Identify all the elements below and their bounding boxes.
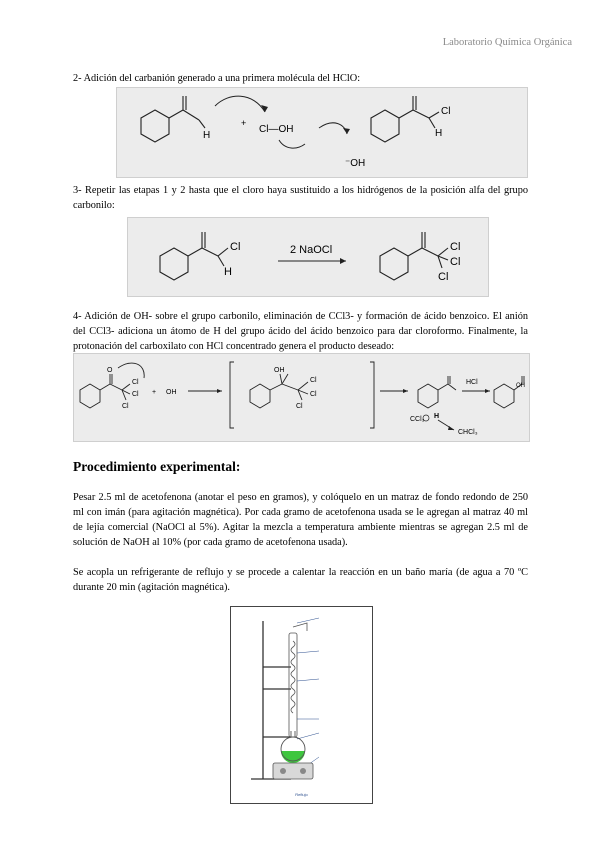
chlorine-label-3: Cl <box>122 403 129 410</box>
intermediate-hydroxyl: OH <box>274 367 285 374</box>
step-2-text: 2- Adición del carbanión generado a una primera molécula del HClO: <box>73 73 361 84</box>
hydrogen-label: H <box>224 266 232 278</box>
reaction-scheme-step-3 <box>127 217 489 297</box>
hydroxide-label: OH <box>166 389 177 396</box>
chlorine-label-2: Cl <box>132 391 139 398</box>
chlorine-label: Cl <box>441 106 451 117</box>
chlorine-label-3: Cl <box>438 271 449 283</box>
hypochlorous-acid: Cl—OH <box>259 124 294 135</box>
chlorine-label-4: Cl <box>310 377 317 384</box>
reaction-scheme-step-4 <box>73 353 530 442</box>
magnetic-stirrer-hotplate <box>273 763 313 779</box>
chlorine-label-6: Cl <box>296 403 303 410</box>
hcl-reagent-label: HCl <box>466 379 478 386</box>
hydrogen-label: H <box>434 413 440 420</box>
procedure-paragraph-2: Se acopla un refrigerante de reflujo y se procede a calentar la reacción en un baño maría (de agua a 70 ºC durante 20 min (agitación magnética). <box>73 567 528 593</box>
procedure-heading: Procedimiento experimental: <box>73 459 241 474</box>
plus-sign: + <box>241 118 247 128</box>
chlorine-label-1: Cl <box>450 241 461 253</box>
chloroform-label: CHCl₃ <box>458 429 478 436</box>
reflux-apparatus-figure <box>230 606 373 804</box>
chlorine-label-5: Cl <box>310 391 317 398</box>
step-3-text: 3- Repetir las etapas 1 y 2 hasta que el cloro haya sustituido a los hidrógenos de la posición alfa del grupo carbonilo: <box>73 185 528 211</box>
page-header: Laboratorio Química Orgánica <box>442 37 572 48</box>
figure-caption: Reflujo <box>295 792 308 797</box>
chlorine-label: Cl <box>230 241 241 253</box>
chlorine-label-1: Cl <box>132 379 139 386</box>
benzoic-acid-oh: OH <box>516 383 525 389</box>
reaction-scheme-step-2 <box>116 87 528 178</box>
hydrogen-label-2: H <box>435 128 443 139</box>
trichloromethyl-anion: CCl₃ <box>410 416 425 423</box>
reflux-condenser <box>289 623 307 737</box>
chloroacetophenone-structure <box>371 96 439 142</box>
hydrogen-label: H <box>203 130 211 141</box>
procedure-paragraph-1: Pesar 2.5 ml de acetofenona (anotar el peso en gramos), y colóquelo en un matraz de fondo redondo de 250 ml con imán (para agitación magnética). Por cada gramo de acetofenona usada se le agregan al matraz 40 ml de lejía comercial (NaOCl al 5%). Agitar la mezcla a temperatura ambiente mientras se agregan 2.5 ml de solución de NaOH al 10% (por cada gramo de acetofenona usada). <box>73 492 528 548</box>
curved-arrow <box>215 96 265 112</box>
label-leaders <box>297 618 319 767</box>
step-4-text: 4- Adición de OH- sobre el grupo carbonilo, eliminación de CCl3- y formación de ácido benzoico. El anión del CCl3- adiciona un átomo de H del grupo ácido del ácido benzoico para dar cloroformo. Finalmente, la protonación del carboxilato con HCl concentrado genera el producto deseado: <box>73 311 528 352</box>
chlorine-label-2: Cl <box>450 256 461 268</box>
acetophenone-structure <box>141 96 205 142</box>
hydroxide-ion: ⁻OH <box>345 158 366 169</box>
oxygen-label: O <box>107 367 113 374</box>
plus-sign: + <box>152 389 157 396</box>
round-bottom-flask <box>281 731 305 763</box>
reagent-label: 2 NaOCl <box>290 244 333 256</box>
